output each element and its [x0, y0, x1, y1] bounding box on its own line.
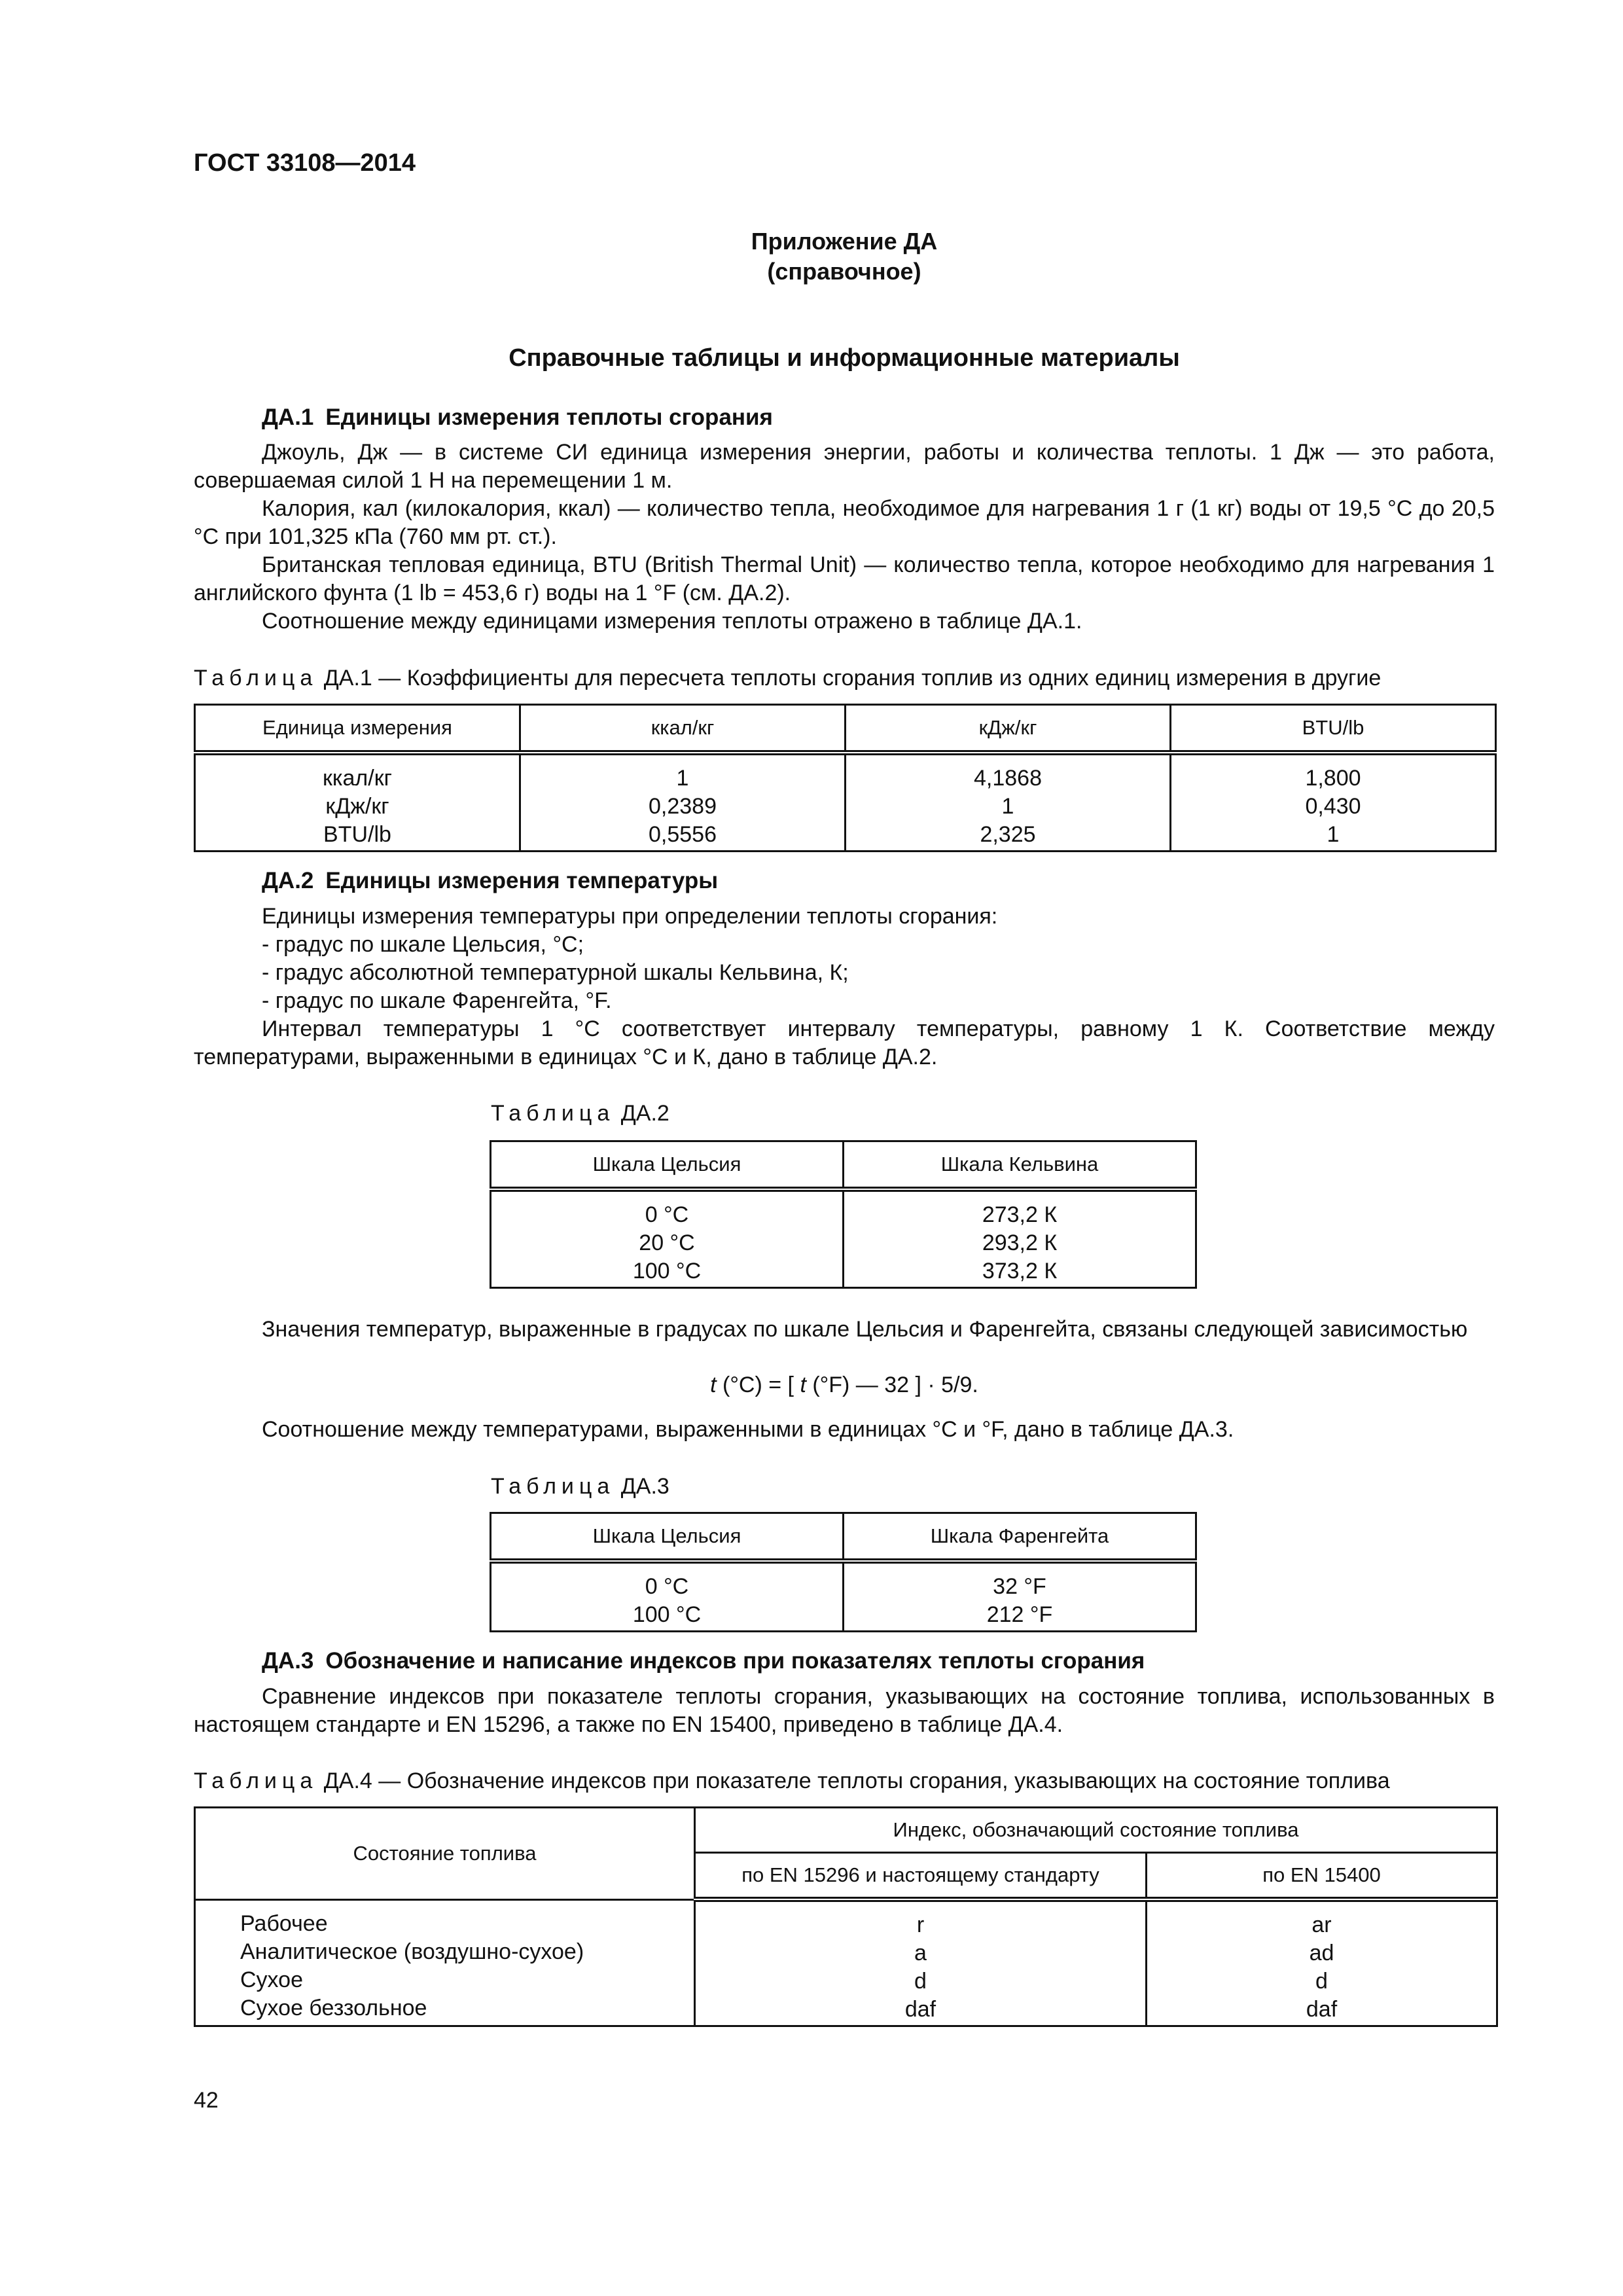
table-row — [491, 1189, 1196, 1288]
section-1-paragraph-calorie: Калория, кал (килокалория, ккал) — количество тепла, необходимое для нагревания 1 г (1 кг) воды от 19,5 °С до 20,5 °С при 101,325 кПа (760 мм рт. ст.). — [194, 496, 1495, 549]
annex-title: Приложение ДА — [751, 228, 938, 255]
section-1-paragraph-btu: Британская тепловая единица, BTU (British Thermal Unit) — количество тепла, которое необходимо для нагревания 1 английского фунта (1 lb = 453,6 г) воды на 1 °F (см. ДА.2). — [194, 552, 1495, 605]
section-2-title: Единицы измерения температуры — [325, 868, 719, 893]
table-2-caption — [491, 1100, 669, 1128]
table-cell: ad — [1309, 1941, 1334, 1965]
table-3-caption — [491, 1473, 669, 1501]
table-1-header-kj: кДж/кг — [846, 705, 1171, 753]
formula-part: (°F) — 32 ] · 5/9. — [806, 1372, 978, 1397]
section-1-paragraph-joule: Джоуль, Дж — в системе СИ единица измерения энергии, работы и количества теплоты. 1 Дж — это работа, совершаемая силой 1 Н на перемещении 1 м. — [194, 440, 1495, 493]
section-2-paragraph-dependency: Значения температур, выраженные в градусах по шкале Цельсия и Фаренгейта, связаны следующей зависимостью — [262, 1317, 1468, 1342]
table-4-caption-text: ДА.4 — Обозначение индексов при показателе теплоты сгорания, указывающих на состояние топлива — [323, 1768, 1390, 1793]
table-4-header-index: Индекс, обозначающий состояние топлива — [695, 1808, 1497, 1853]
formula-variable: t — [710, 1372, 717, 1397]
table-4-header-en15400: по EN 15400 — [1147, 1853, 1497, 1900]
document-code: ГОСТ 33108—2014 — [194, 149, 416, 177]
table-cell: 1 — [1327, 822, 1340, 847]
table-cell: кДж/кг — [325, 794, 389, 819]
table-cell: 100 °С — [632, 1602, 702, 1627]
table-cell: ar — [1311, 1912, 1332, 1937]
table-3-header-fahrenheit: Шкала Фаренгейта — [844, 1513, 1196, 1562]
table-4-header-en15296: по EN 15296 и настоящему стандарту — [695, 1853, 1147, 1900]
table-1-column-btu — [1171, 753, 1496, 852]
table-4-label: Таблица — [194, 1768, 318, 1793]
table-row — [195, 753, 1496, 852]
table-cell: 0,5556 — [649, 822, 717, 847]
table-cell: BTU/lb — [323, 822, 391, 847]
table-cell: 0,430 — [1305, 794, 1361, 819]
table-1-caption — [194, 664, 1381, 692]
section-2-paragraph-ratio: Соотношение между температурами, выраженными в единицах °С и °F, дано в таблице ДА.3. — [262, 1417, 1234, 1442]
table-1-header-kcal: ккал/кг — [520, 705, 846, 753]
section-1-number: ДА.1 — [262, 404, 314, 430]
section-1-heading — [262, 404, 773, 431]
document-page — [194, 0, 1495, 2296]
table-3-header-celsius: Шкала Цельсия — [491, 1513, 844, 1562]
table-1-label: Таблица — [194, 666, 318, 691]
page-number: 42 — [194, 2088, 219, 2113]
table-3 — [490, 1512, 1197, 1632]
table-2-header-celsius: Шкала Цельсия — [491, 1141, 844, 1190]
list-item: - градус абсолютной температурной шкалы Кельвина, К; — [262, 960, 849, 985]
table-2-header-kelvin: Шкала Кельвина — [844, 1141, 1196, 1190]
table-cell: r — [916, 1912, 925, 1937]
table-3-column-celsius — [491, 1561, 844, 1632]
list-item: - градус по шкале Фаренгейта, °F. — [262, 988, 612, 1013]
table-1 — [194, 704, 1497, 852]
table-cell: daf — [904, 1997, 936, 2022]
table-4-column-state — [195, 1899, 695, 2026]
section-3-paragraph: Сравнение индексов при показателе теплоты сгорания, указывающих на состояние топлива, использованных в настоящем стандарте и EN 15296, а также по EN 15400, приведено в таблице ДА.4. — [194, 1684, 1495, 1737]
table-1-column-unit — [195, 753, 520, 852]
table-row — [491, 1561, 1196, 1632]
table-cell: 2,325 — [980, 822, 1036, 847]
list-item: - градус по шкале Цельсия, °С; — [262, 932, 584, 957]
table-cell: daf — [1306, 1997, 1338, 2022]
section-3-heading — [262, 1648, 1145, 1674]
table-2-label: Таблица — [491, 1101, 615, 1126]
table-cell: 373,2 К — [982, 1259, 1058, 1283]
table-cell: 0,2389 — [649, 794, 717, 819]
table-1-column-kj — [846, 753, 1171, 852]
table-3-label: Таблица — [491, 1474, 615, 1499]
table-1-header-btu: BTU/lb — [1171, 705, 1496, 753]
table-4 — [194, 1806, 1498, 2027]
table-3-caption-text: ДА.3 — [620, 1474, 669, 1499]
formula-variable: t — [800, 1372, 806, 1397]
table-cell: d — [914, 1969, 927, 1994]
table-cell: 100 °С — [632, 1259, 702, 1283]
table-2-column-kelvin — [844, 1189, 1196, 1288]
section-2-number: ДА.2 — [262, 868, 314, 893]
annex-type: (справочное) — [767, 258, 921, 285]
table-cell: Аналитическое (воздушно-сухое) — [240, 1939, 584, 1964]
table-cell: 293,2 К — [982, 1230, 1058, 1255]
section-1-paragraph-ratio: Соотношение между единицами измерения теплоты отражено в таблице ДА.1. — [262, 609, 1082, 634]
table-2-caption-text: ДА.2 — [620, 1101, 669, 1126]
section-2-heading — [262, 868, 718, 894]
table-cell: d — [1315, 1969, 1328, 1994]
section-1-title: Единицы измерения теплоты сгорания — [325, 404, 773, 430]
section-2-intro: Единицы измерения температуры при определении теплоты сгорания: — [262, 904, 998, 929]
table-row — [195, 1899, 1497, 2026]
table-cell: Сухое — [240, 1967, 303, 1992]
table-2-column-celsius — [491, 1189, 844, 1288]
table-cell: 0 °С — [645, 1202, 689, 1227]
formula-part: (°C) = [ — [716, 1372, 800, 1397]
table-1-column-kcal — [520, 753, 846, 852]
table-cell: 0 °С — [645, 1574, 689, 1599]
table-cell: 32 °F — [993, 1574, 1046, 1599]
table-1-header-unit: Единица измерения — [195, 705, 520, 753]
table-1-caption-text: ДА.1 — Коэффициенты для пересчета теплоты сгорания топлив из одних единиц измерения в другие — [323, 666, 1382, 691]
table-4-column-en15296 — [695, 1899, 1147, 2026]
table-cell: 20 °С — [639, 1230, 695, 1255]
section-2-paragraph-interval: Интервал температуры 1 °С соответствует интервалу температуры, равному 1 К. Соответствие между температурами, выраженными в единицах °С и К, дано в таблице ДА.2. — [194, 1016, 1495, 1069]
table-cell: Рабочее — [240, 1910, 328, 1936]
table-cell: 1,800 — [1305, 766, 1361, 791]
table-3-column-fahrenheit — [844, 1561, 1196, 1632]
table-2 — [490, 1140, 1197, 1289]
table-cell: ккал/кг — [323, 766, 392, 791]
table-cell: Сухое беззольное — [240, 1995, 427, 2020]
table-cell: a — [914, 1941, 927, 1965]
section-3-number: ДА.3 — [262, 1648, 314, 1674]
table-4-caption — [194, 1767, 1390, 1795]
table-cell: 273,2 К — [982, 1202, 1058, 1227]
annex-heading: Справочные таблицы и информационные материалы — [508, 344, 1180, 372]
table-cell: 1 — [1001, 794, 1014, 819]
table-cell: 1 — [676, 766, 689, 791]
conversion-formula — [194, 1372, 1495, 1398]
table-cell: 212 °F — [986, 1602, 1053, 1627]
table-4-column-en15400 — [1147, 1899, 1497, 2026]
table-cell: 4,1868 — [974, 766, 1042, 791]
table-4-header-state: Состояние топлива — [195, 1808, 695, 1900]
section-3-title: Обозначение и написание индексов при показателях теплоты сгорания — [325, 1648, 1145, 1674]
